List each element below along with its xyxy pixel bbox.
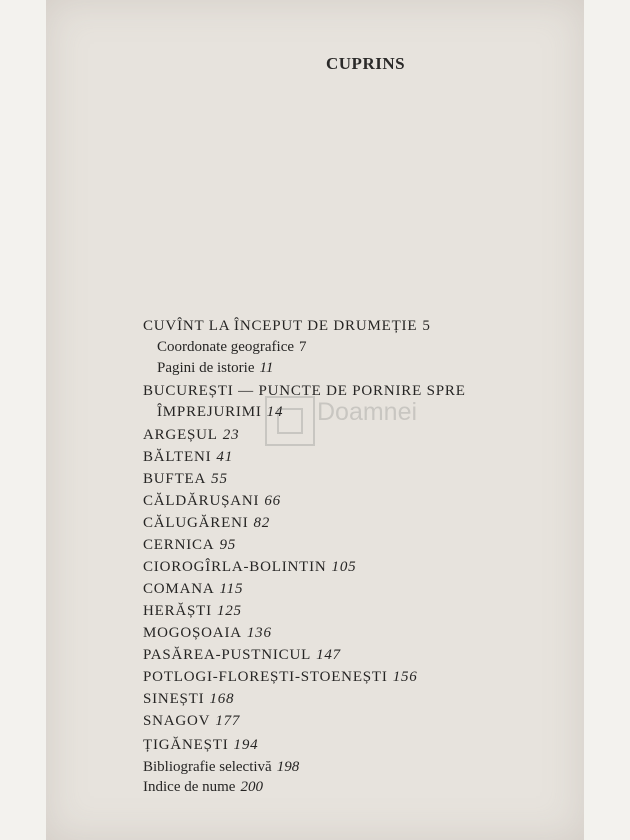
toc-entry-label: HERĂȘTI: [143, 603, 212, 619]
toc-entry-page: 168: [209, 691, 235, 707]
toc-entry: [143, 318, 431, 335]
toc-entry-page: 5: [422, 318, 431, 334]
toc-entry-label: BUFTEA: [143, 471, 207, 487]
toc-entry-page: 55: [211, 471, 228, 487]
toc-entry-page: 200: [240, 779, 263, 795]
toc-entry-label: PASĂREA-PUSTNICUL: [143, 647, 312, 663]
toc-entry-page: 82: [253, 515, 271, 531]
watermark-logo: [265, 392, 418, 452]
toc-entry-label: POTLOGI-FLOREȘTI-STOENEȘTI: [143, 669, 388, 685]
toc-entry: [143, 603, 242, 620]
toc-entry-page: 136: [246, 625, 272, 641]
toc-entry: [143, 537, 236, 554]
toc-entry: [143, 449, 233, 466]
toc-entry-label: ARGEȘUL: [143, 427, 218, 443]
toc-entry-page: 156: [392, 669, 418, 685]
toc-entry-label: Pagini de istorie: [157, 360, 255, 376]
toc-entry-page: 41: [216, 449, 233, 465]
toc-entry-page: 14: [266, 404, 284, 420]
toc-entry-label: SNAGOV: [143, 713, 211, 729]
toc-entry-label: ÎMPREJURIMI: [157, 404, 262, 420]
toc-entry-label: CERNICA: [143, 537, 215, 553]
toc-entry: [143, 471, 228, 488]
toc-entry-page: 66: [264, 493, 281, 509]
toc-entry: [157, 339, 307, 356]
toc-entry-label: COMANA: [143, 581, 215, 597]
toc-entry: [143, 515, 270, 532]
toc-entry: [143, 559, 356, 576]
toc-entry: [157, 404, 283, 421]
toc-entry-label: Coordonate geografice: [157, 339, 295, 355]
toc-entry-page: 198: [276, 759, 300, 775]
toc-entry: [143, 427, 239, 444]
toc-entry-label: BUCUREȘTI — PUNCTE DE PORNIRE SPRE: [143, 383, 466, 399]
toc-entry-page: 115: [219, 581, 244, 597]
toc-entry-label: Indice de nume: [143, 779, 236, 795]
toc-entry: [143, 581, 243, 598]
toc-entry-page: 95: [219, 537, 237, 553]
toc-entry: [143, 669, 418, 686]
toc-entry-label: SINEȘTI: [143, 691, 205, 707]
toc-entry-label: Bibliografie selectivă: [143, 759, 272, 775]
toc-entry: [157, 360, 273, 377]
toc-entry-label: MOGOȘOAIA: [143, 625, 242, 641]
toc-entry: [143, 493, 281, 510]
toc-entry-page: 125: [216, 603, 242, 619]
toc-entry-label: BĂLTENI: [143, 449, 212, 465]
toc-entry-page: 7: [299, 339, 307, 355]
page-title: CUPRINS: [326, 54, 406, 73]
toc-entry-label: CĂLUGĂRENI: [143, 515, 249, 531]
toc-entry-page: 105: [331, 559, 357, 575]
toc-entry: [143, 713, 240, 730]
toc-entry: [143, 625, 272, 642]
toc-entry: [143, 759, 299, 776]
toc-entry-label: CIOROGÎRLA-BOLINTIN: [143, 559, 327, 575]
toc-entry-page: 11: [259, 360, 274, 376]
watermark-text: Doamnei: [317, 398, 418, 426]
toc-entry-page: 177: [215, 713, 241, 729]
toc-entry-page: 147: [316, 647, 341, 663]
toc-entry: [143, 779, 263, 796]
toc-entry-page: 194: [233, 737, 259, 753]
toc-entry: [143, 737, 258, 754]
toc-entry-label: CĂLDĂRUȘANI: [143, 493, 260, 509]
toc-entry-label: CUVÎNT LA ÎNCEPUT DE DRUMEȚIE: [143, 318, 418, 334]
toc-entry: [143, 383, 466, 400]
toc-entry-label: ȚIGĂNEȘTI: [143, 737, 229, 753]
toc-entry: [143, 647, 341, 664]
toc-entry: [143, 691, 234, 708]
toc-entry-page: 23: [222, 427, 240, 443]
